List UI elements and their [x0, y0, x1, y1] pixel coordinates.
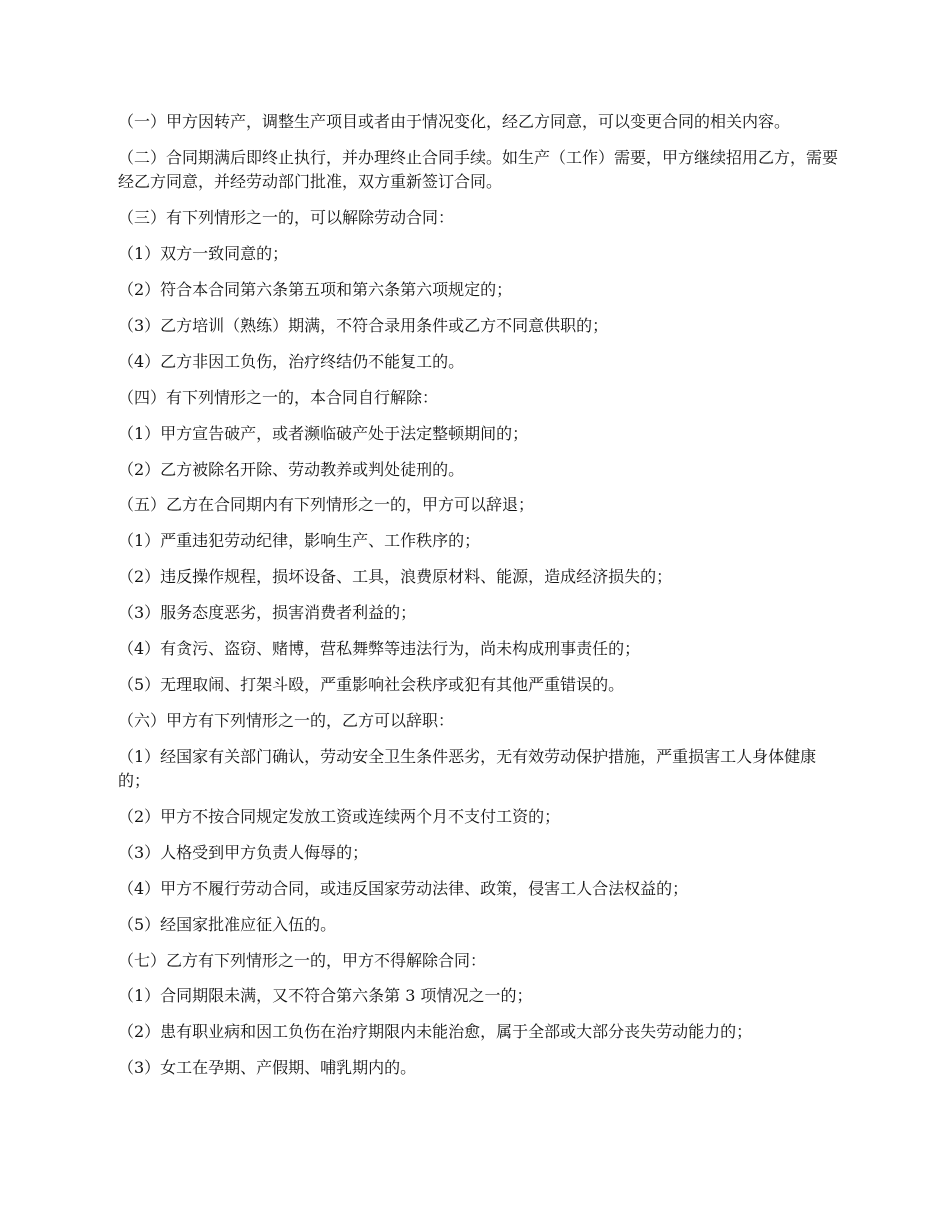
clause-6-resignation-heading: （六）甲方有下列情形之一的，乙方可以辞职： [118, 710, 455, 730]
clause-6-item-3: （3）人格受到甲方负责人侮辱的； [118, 842, 369, 862]
clause-7-item-3: （3）女工在孕期、产假期、哺乳期内的。 [118, 1058, 417, 1078]
clause-3-termination-heading: （三）有下列情形之一的，可以解除劳动合同： [118, 208, 455, 228]
clause-7-item-1: （1）合同期限未满，又不符合第六条第 3 项情况之一的； [118, 986, 533, 1006]
clause-3-item-4: （4）乙方非因工负伤，治疗终结仍不能复工的。 [118, 351, 465, 371]
clause-4-auto-termination-heading: （四）有下列情形之一的，本合同自行解除： [118, 387, 439, 407]
clause-6-item-5: （5）经国家批准应征入伍的。 [118, 914, 337, 934]
clause-6-item-2: （2）甲方不按合同规定发放工资或连续两个月不支付工资的； [118, 807, 561, 827]
clause-2-expiry-renewal: （二）合同期满后即终止执行，并办理终止合同手续。如生产（工作）需要，甲方继续招用乙方，需要经乙方同意，并经劳动部门批准，双方重新签订合同。 [118, 147, 839, 192]
clause-5-item-4: （4）有贪污、盗窃、赌博，营私舞弊等违法行为，尚未构成刑事责任的； [118, 638, 641, 658]
clause-4-item-2: （2）乙方被除名开除、劳动教养或判处徒刑的。 [118, 459, 465, 479]
clause-7-item-2: （2）患有职业病和因工负伤在治疗期限内未能治愈，属于全部或大部分丧失劳动能力的； [118, 1022, 753, 1042]
clause-5-item-1: （1）严重违犯劳动纪律，影响生产、工作秩序的； [118, 531, 481, 551]
clause-4-item-1: （1）甲方宣告破产，或者濒临破产处于法定整顿期间的； [118, 423, 529, 443]
clause-6-item-1: （1）经国家有关部门确认，劳动安全卫生条件恶劣，无有效劳动保护措施，严重损害工人身体健康的； [118, 746, 817, 791]
clause-6-item-4: （4）甲方不履行劳动合同，或违反国家劳动法律、政策，侵害工人合法权益的； [118, 878, 689, 898]
clause-3-item-2: （2）符合本合同第六条第五项和第六条第六项规定的； [118, 280, 513, 300]
clause-3-item-3: （3）乙方培训（熟练）期满，不符合录用条件或乙方不同意供职的； [118, 315, 609, 335]
clause-3-item-1: （1）双方一致同意的； [118, 244, 289, 264]
clause-5-item-5: （5）无理取闹、打架斗殴，严重影响社会秩序或犯有其他严重错误的。 [118, 674, 625, 694]
clause-5-item-3: （3）服务态度恶劣，损害消费者利益的； [118, 603, 417, 623]
clause-5-dismissal-heading: （五）乙方在合同期内有下列情形之一的，甲方可以辞退； [118, 495, 535, 515]
clause-1-change-content: （一）甲方因转产，调整生产项目或者由于情况变化，经乙方同意，可以变更合同的相关内容。 [118, 112, 791, 131]
clause-7-no-termination-heading: （七）乙方有下列情形之一的，甲方不得解除合同： [118, 950, 487, 970]
document-body [118, 110, 844, 1092]
clause-5-item-2: （2）违反操作规程，损坏设备、工具，浪费原材料、能源，造成经济损失的； [118, 567, 673, 587]
